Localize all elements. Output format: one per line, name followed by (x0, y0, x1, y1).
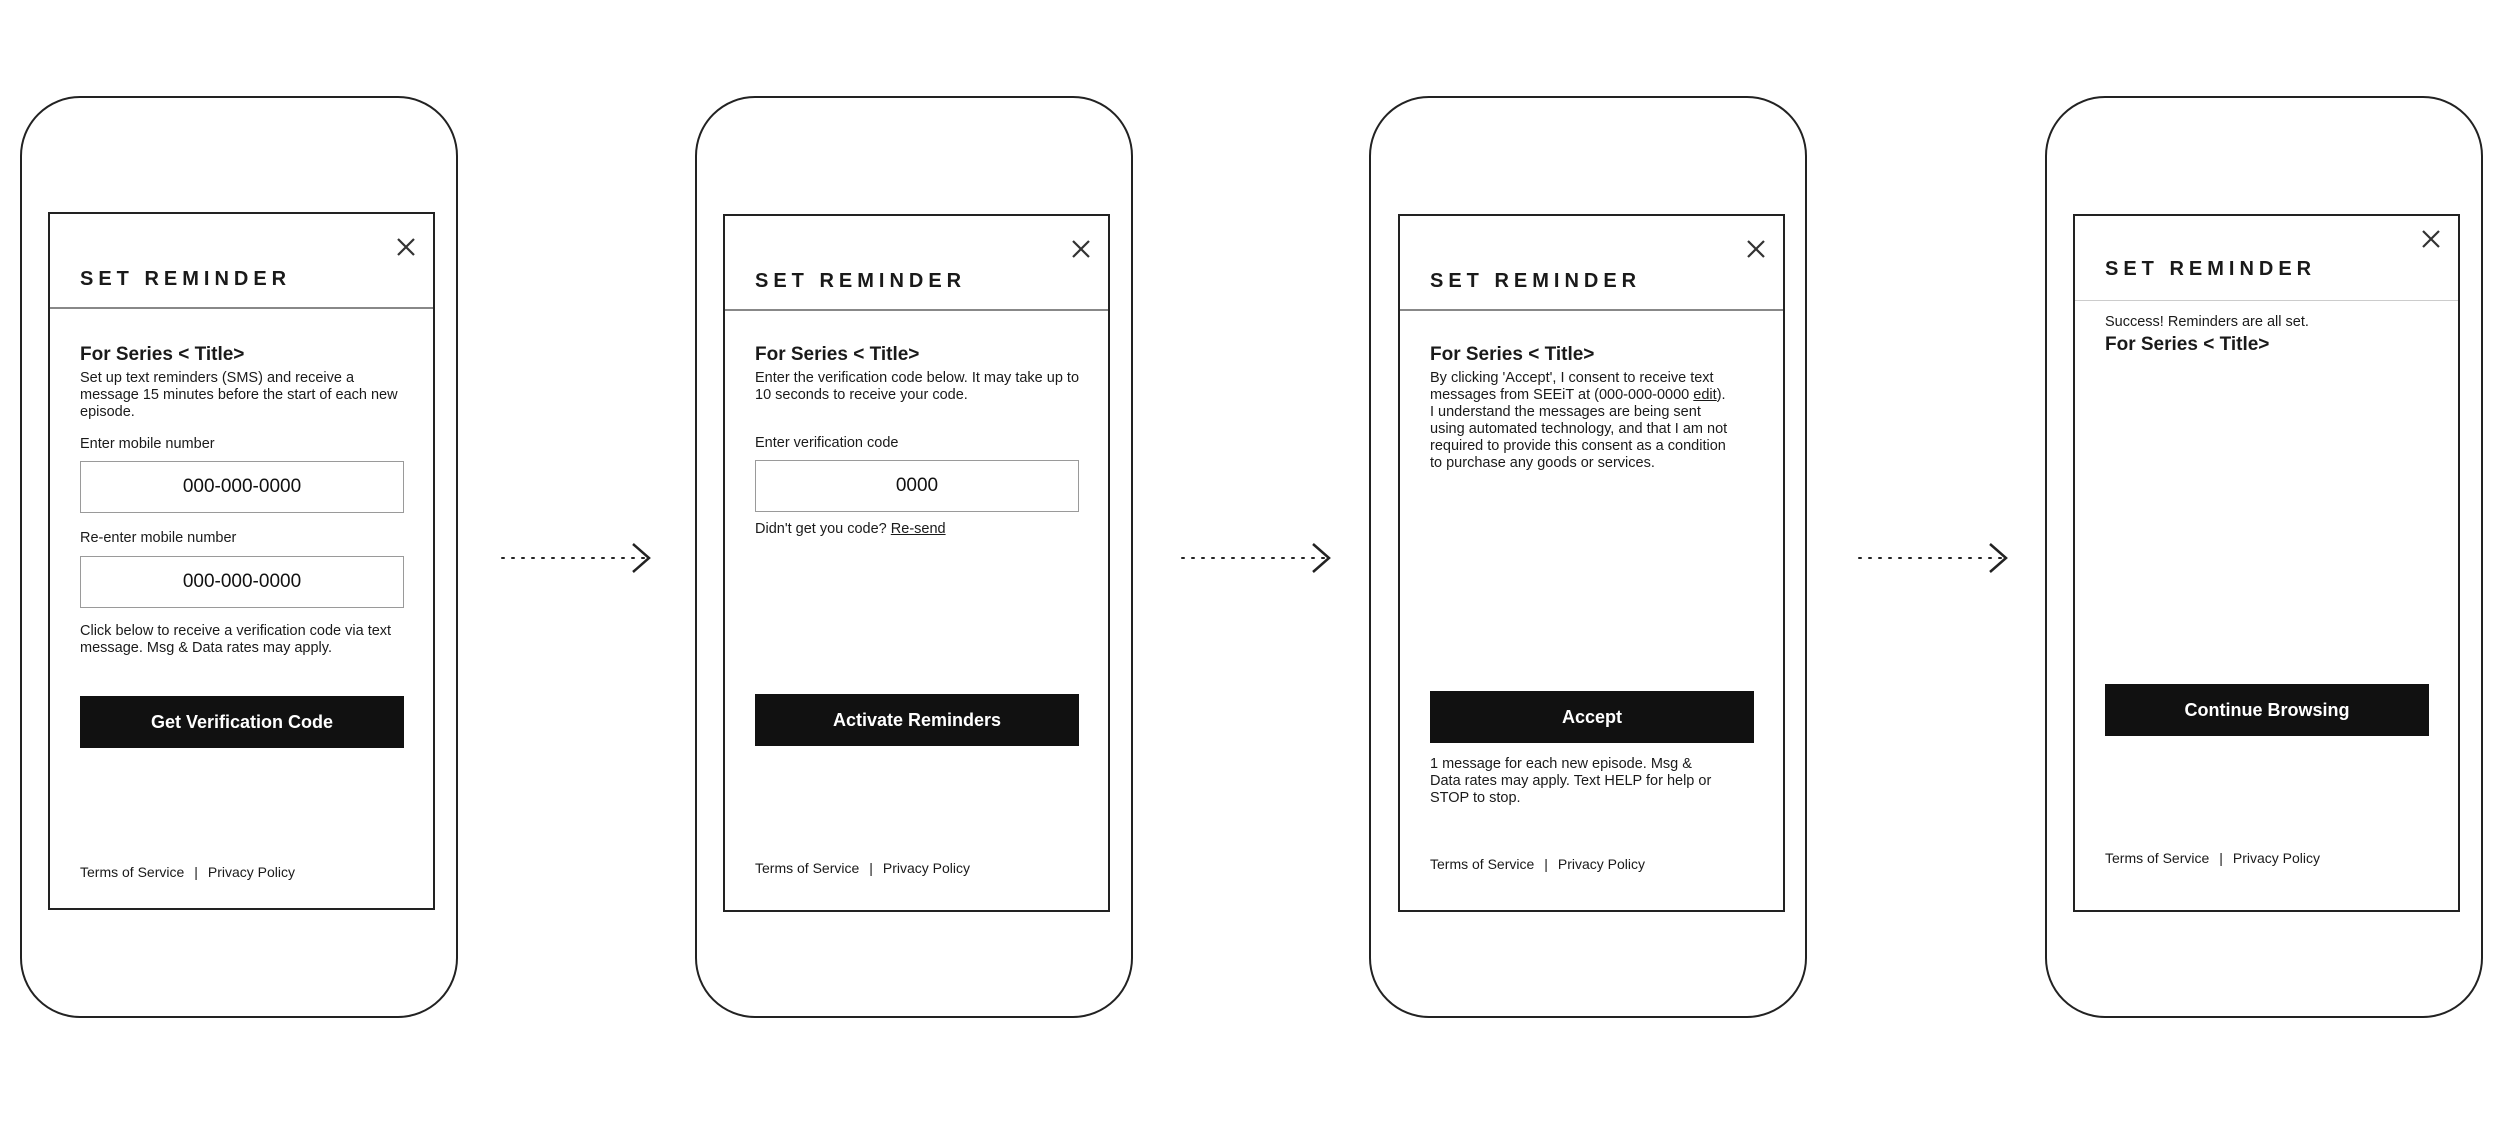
verification-code-label: Enter verification code (755, 435, 899, 451)
verification-note: Click below to receive a verification code via text message. Msg & Data rates may apply. (80, 623, 392, 656)
series-title: For Series < Title> (755, 344, 920, 365)
reenter-mobile-number-label: Re-enter mobile number (80, 530, 237, 546)
arrow-right-icon (500, 540, 660, 576)
get-verification-code-button[interactable]: Get Verification Code (80, 696, 404, 748)
reenter-mobile-number-input[interactable] (80, 556, 404, 608)
consent-text (1430, 370, 1730, 472)
close-icon[interactable] (2416, 224, 2446, 254)
consent-text-start: By clicking 'Accept', I consent to receive text messages from SEEiT at (000-000-0000 (1430, 370, 1714, 403)
description-text: Set up text reminders (SMS) and receive a message 15 minutes before the start of each new episode. (80, 370, 398, 420)
edit-number-link[interactable]: edit (1693, 387, 1717, 403)
resend-link[interactable]: Re-send (890, 521, 946, 537)
activate-reminders-button[interactable]: Activate Reminders (755, 694, 1079, 746)
terms-of-service-link[interactable]: Terms of Service (755, 860, 860, 876)
modal-title: SET REMINDER (1430, 270, 1642, 292)
phone-frame-2 (695, 96, 1133, 1018)
series-title: For Series < Title> (1430, 344, 1595, 365)
close-icon[interactable] (391, 232, 421, 262)
footer-separator: | (1544, 856, 1548, 872)
modal-title: SET REMINDER (80, 268, 292, 290)
consent-text-end: ). I understand the messages are being sent using automated technology, and that I am not required to provide this consent as a condition to purchase any goods or services. (1430, 387, 1728, 471)
reminder-modal-verification (723, 214, 1110, 912)
arrow-right-icon (1857, 540, 2017, 576)
footer-links (1430, 856, 1645, 872)
description-text: Enter the verification code below. It may take up to 10 seconds to receive your code. (755, 370, 1080, 403)
modal-divider (50, 307, 433, 309)
close-icon[interactable] (1741, 234, 1771, 264)
phone-frame-3 (1369, 96, 1807, 1018)
privacy-policy-link[interactable]: Privacy Policy (1557, 856, 1646, 872)
phone-frame-4 (2045, 96, 2483, 1018)
modal-title: SET REMINDER (755, 270, 967, 292)
continue-browsing-button[interactable]: Continue Browsing (2105, 684, 2429, 736)
reminder-modal-success (2073, 214, 2460, 912)
mobile-number-label: Enter mobile number (80, 436, 215, 452)
terms-of-service-link[interactable]: Terms of Service (80, 864, 185, 880)
terms-of-service-link[interactable]: Terms of Service (2105, 850, 2210, 866)
success-message: Success! Reminders are all set. (2105, 314, 2309, 330)
mobile-number-input[interactable] (80, 461, 404, 513)
series-title: For Series < Title> (80, 344, 245, 365)
phone-frame-1 (20, 96, 458, 1018)
modal-divider (725, 309, 1108, 311)
message-rates-note: 1 message for each new episode. Msg & Data rates may apply. Text HELP for help or STOP to stop. (1430, 756, 1712, 806)
footer-links (2105, 850, 2320, 866)
terms-of-service-link[interactable]: Terms of Service (1430, 856, 1535, 872)
close-icon[interactable] (1066, 234, 1096, 264)
footer-separator: | (194, 864, 198, 880)
privacy-policy-link[interactable]: Privacy Policy (2232, 850, 2321, 866)
footer-separator: | (2219, 850, 2223, 866)
footer-separator: | (869, 860, 873, 876)
modal-divider (1400, 309, 1783, 311)
accept-button[interactable]: Accept (1430, 691, 1754, 743)
reminder-modal-enter-number (48, 212, 435, 910)
verification-code-input[interactable] (755, 460, 1079, 512)
footer-links (80, 864, 295, 880)
modal-title: SET REMINDER (2105, 258, 2317, 280)
resend-prompt: Didn't get you code? (755, 521, 887, 537)
arrow-right-icon (1180, 540, 1340, 576)
modal-divider (2075, 300, 2458, 301)
privacy-policy-link[interactable]: Privacy Policy (882, 860, 971, 876)
series-title: For Series < Title> (2105, 334, 2270, 355)
resend-row (755, 521, 946, 538)
reminder-modal-consent (1398, 214, 1785, 912)
privacy-policy-link[interactable]: Privacy Policy (207, 864, 296, 880)
footer-links (755, 860, 970, 876)
